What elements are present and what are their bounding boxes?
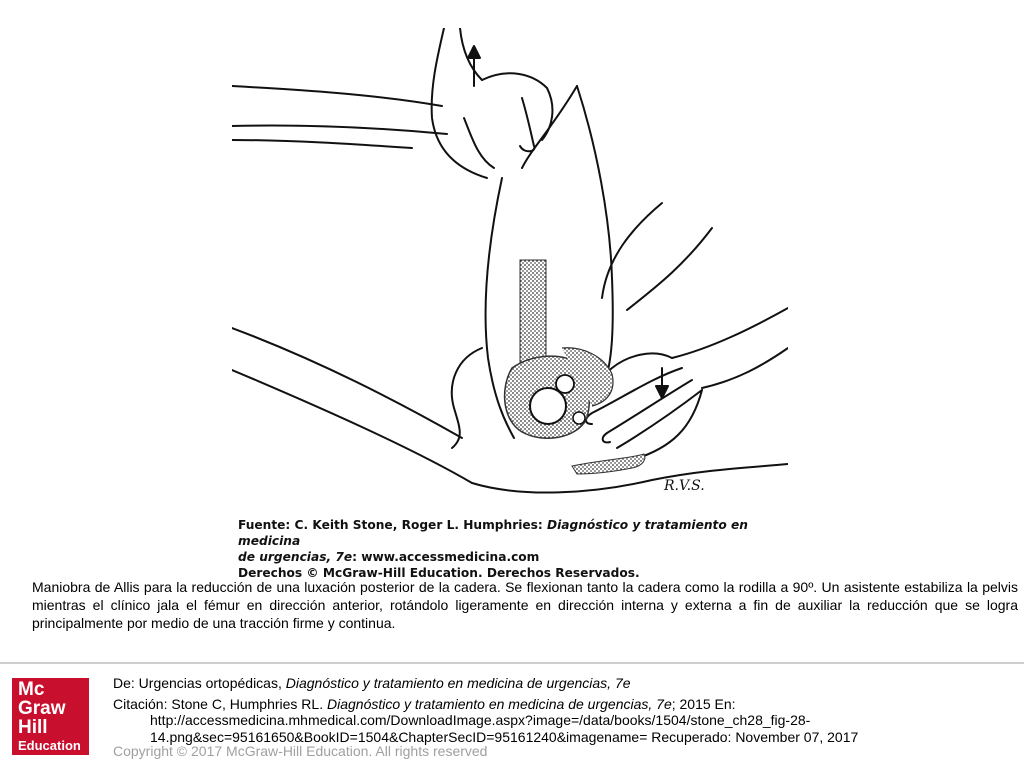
cit-title: Diagnóstico y tratamiento en medicina de urgencias, 7e bbox=[326, 695, 672, 712]
cit-prefix: Citación: Stone C, Humphries RL. bbox=[113, 695, 327, 712]
source-de bbox=[113, 675, 1013, 692]
source-url-1[interactable]: http://accessmedicina.mhmedical.com/DownloadImage.aspx?image=/data/books/1504/stone_ch28_fig-28- bbox=[150, 712, 811, 728]
source-url-2[interactable]: 14.png&sec=95161650&BookID=1504&ChapterSecID=95161240&imagename= Recuperado: November 07, 2017 bbox=[150, 728, 859, 745]
credit-rights: Derechos © McGraw-Hill Education. Derechos Reservados. bbox=[238, 566, 640, 580]
credit-title-2: de urgencias, 7e bbox=[238, 550, 353, 564]
logo-line-1: Mc bbox=[18, 679, 45, 700]
logo-line-2: Graw bbox=[18, 698, 66, 719]
credit-prefix: Fuente: C. Keith Stone, Roger L. Humphries: bbox=[238, 518, 548, 532]
logo-line-4: Education bbox=[18, 738, 81, 753]
source-citation bbox=[113, 675, 1013, 745]
divider bbox=[0, 662, 1024, 664]
cit-suffix: ; 2015 En: bbox=[671, 695, 736, 712]
de-prefix: De: Urgencias ortopédicas, bbox=[113, 675, 286, 691]
logo-line-3: Hill bbox=[18, 717, 48, 738]
artist-signature: R.V.S. bbox=[664, 478, 705, 494]
source-citacion bbox=[113, 696, 1013, 713]
credit-title-1: Diagnóstico y tratamiento en medicina bbox=[238, 518, 748, 548]
figure-credit bbox=[238, 517, 786, 581]
allis-maneuver-drawing bbox=[232, 28, 788, 518]
de-title: Diagnóstico y tratamiento en medicina de urgencias, 7e bbox=[285, 675, 631, 691]
mcgraw-hill-logo bbox=[12, 678, 89, 755]
credit-site: : www.accessmedicina.com bbox=[352, 550, 540, 564]
copyright-notice: Copyright © 2017 McGraw-Hill Education. All rights reserved bbox=[113, 743, 488, 759]
figure-caption: Maniobra de Allis para la reducción de una luxación posterior de la cadera. Se flexionan tanto la cadera como la rodilla a 90º. Un asistente estabiliza la pelvis mientras el clínico jala el fémur en dirección anterior, rotándolo ligeramente en dirección interna y externa a fin de auxiliar la reducción que se logra principalmente por medio de una tracción firme y continua. bbox=[32, 579, 1018, 631]
figure-illustration bbox=[232, 28, 788, 580]
